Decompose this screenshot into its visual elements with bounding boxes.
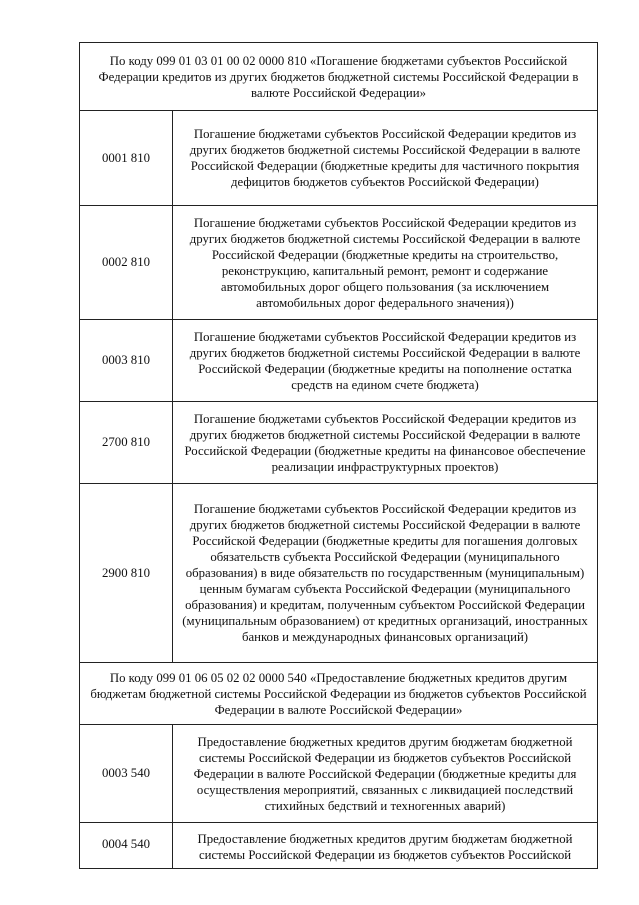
row-description: Погашение бюджетами субъектов Российской Федерации кредитов из других бюджетов бюджетной системы Российской Федерации в валюте Российской Федерации (бюджетные кредиты на пополнение остатка средств на едином счете бюджета) — [173, 320, 598, 402]
row-description: Предоставление бюджетных кредитов другим бюджетам бюджетной системы Российской Федерации из бюджетов субъектов Российской Федерации в валюте Российской Федерации (бюджетные кредиты для осуществления мероприятий, связанных с ликвидацией последствий стихийных бедствий и техногенных аварий) — [173, 725, 598, 823]
table-row — [80, 111, 598, 206]
row-code: 0002 810 — [80, 206, 173, 320]
row-code: 0003 540 — [80, 725, 173, 823]
table-row — [80, 206, 598, 320]
table-row — [80, 402, 598, 484]
row-code: 0003 810 — [80, 320, 173, 402]
row-description: Погашение бюджетами субъектов Российской Федерации кредитов из других бюджетов бюджетной системы Российской Федерации в валюте Российской Федерации (бюджетные кредиты для погашения долговых обязательств субъекта Российской Федерации (муниципального образования) в виде обязательств по государственным (муниципальным) ценным бумагам субъекта Российской Федерации (муниципального образования) и кредитам, полученным субъектом Российской Федерации (муниципальным образованием) от кредитных организаций, иностранных банков и международных финансовых организаций) — [173, 484, 598, 663]
section-header-1: По коду 099 01 06 05 02 02 0000 540 «Предоставление бюджетных кредитов другим бюджетам бюджетной системы Российской Федерации из бюджетов субъектов Российской Федерации в валюте Российской Федерации» — [80, 663, 598, 725]
row-code: 2700 810 — [80, 402, 173, 484]
table-row — [80, 320, 598, 402]
budget-codes-table — [79, 42, 598, 869]
table-row — [80, 823, 598, 869]
row-code: 2900 810 — [80, 484, 173, 663]
table-row — [80, 725, 598, 823]
row-description: Предоставление бюджетных кредитов другим бюджетам бюджетной системы Российской Федерации из бюджетов субъектов Российской — [173, 823, 598, 869]
row-description: Погашение бюджетами субъектов Российской Федерации кредитов из других бюджетов бюджетной системы Российской Федерации в валюте Российской Федерации (бюджетные кредиты на строительство, реконструкцию, капитальный ремонт, ремонт и содержание автомобильных дорог общего пользования (за исключением автомобильных дорог федерального значения)) — [173, 206, 598, 320]
section-header-row — [80, 43, 598, 111]
row-code: 0004 540 — [80, 823, 173, 869]
row-description: Погашение бюджетами субъектов Российской Федерации кредитов из других бюджетов бюджетной системы Российской Федерации в валюте Российской Федерации (бюджетные кредиты на финансовое обеспечение реализации инфраструктурных проектов) — [173, 402, 598, 484]
section-header-0: По коду 099 01 03 01 00 02 0000 810 «Погашение бюджетами субъектов Российской Федерации кредитов из других бюджетов бюджетной системы Российской Федерации в валюте Российской Федерации» — [80, 43, 598, 111]
table-row — [80, 484, 598, 663]
row-code: 0001 810 — [80, 111, 173, 206]
row-description: Погашение бюджетами субъектов Российской Федерации кредитов из других бюджетов бюджетной системы Российской Федерации в валюте Российской Федерации (бюджетные кредиты для частичного покрытия дефицитов бюджетов субъектов Российской Федерации) — [173, 111, 598, 206]
section-header-row — [80, 663, 598, 725]
